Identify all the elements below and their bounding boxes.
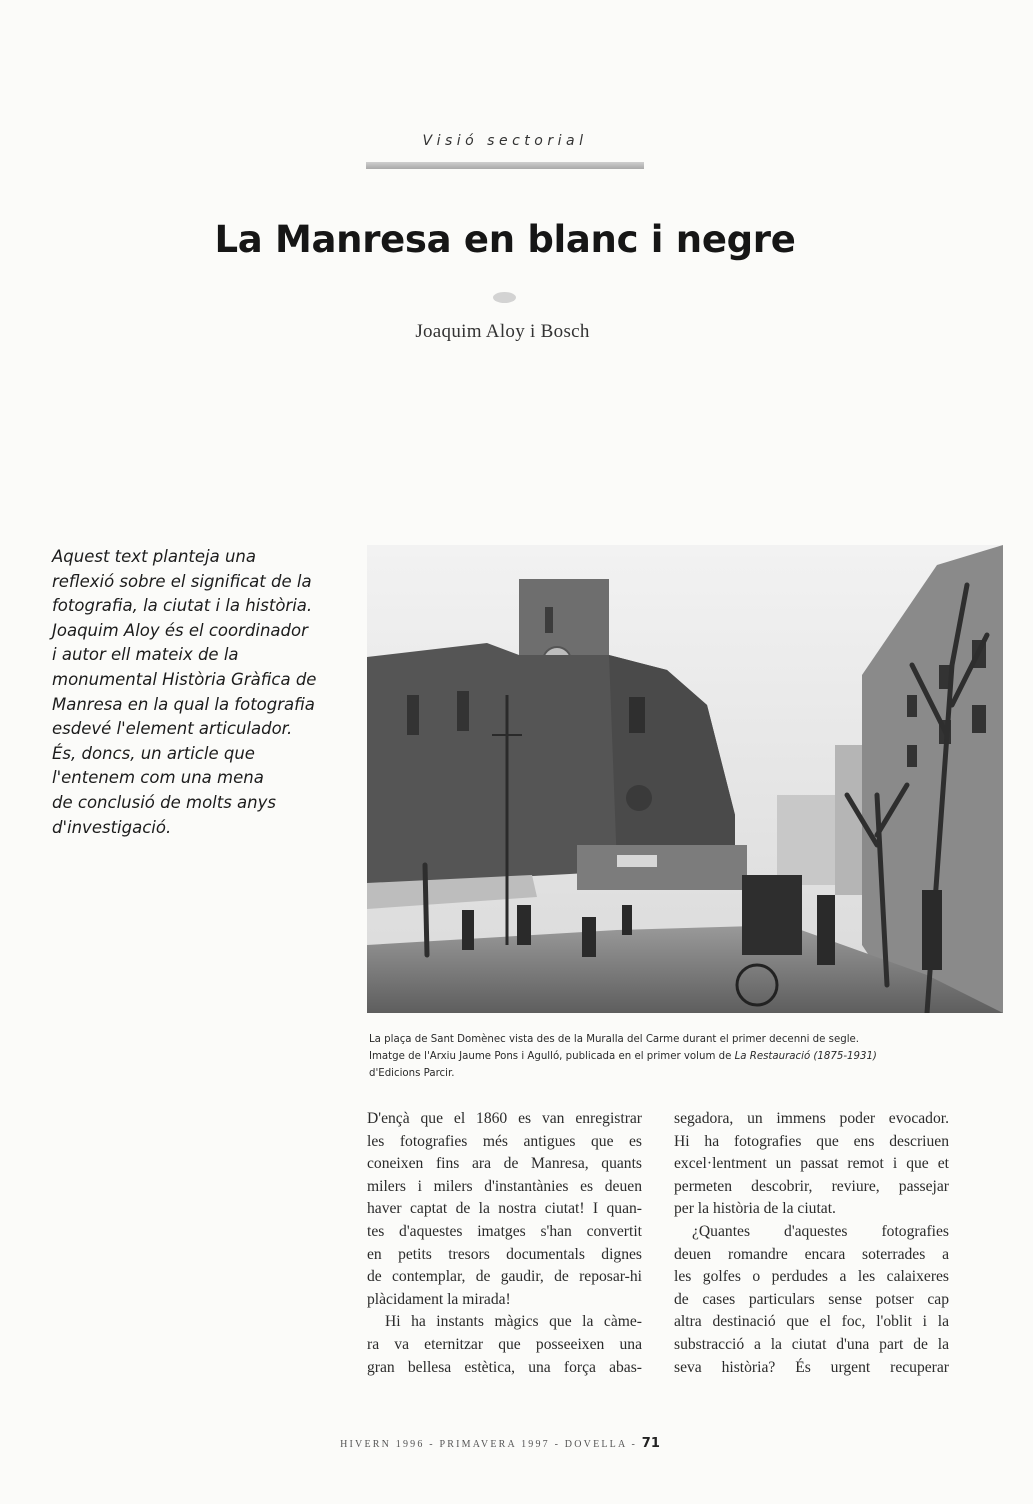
body-line: ra va eternitzar que posseeixen una bbox=[367, 1335, 642, 1353]
body-line: plàcidament la mirada! bbox=[367, 1290, 511, 1308]
body-line: haver captat de la nostra ciutat! I quan- bbox=[367, 1200, 642, 1218]
body-line: excel·lentment un passat remot i que et bbox=[674, 1155, 949, 1173]
body-line: D'ençà que el 1860 es van enregistrar bbox=[367, 1110, 642, 1127]
body-line: substracció a la ciutat d'una part de la bbox=[674, 1335, 949, 1353]
caption-line: d'Edicions Parcir. bbox=[369, 1068, 455, 1079]
body-line: les golfes o perdudes a les calaixeres bbox=[674, 1268, 949, 1286]
body-line: gran bellesa estètica, una força abas- bbox=[367, 1358, 642, 1376]
section-divider bbox=[366, 162, 644, 169]
body-line: ¿Quantes d'aquestes fotografies bbox=[692, 1222, 949, 1240]
page-footer bbox=[0, 1436, 1000, 1451]
intro-line: monumental Història Gràfica de bbox=[52, 669, 317, 689]
page-number: 71 bbox=[641, 1436, 660, 1451]
body-line: seva història? És urgent recuperar bbox=[674, 1358, 949, 1376]
intro-line: reflexió sobre el significat de la bbox=[52, 571, 312, 591]
author-name: Joaquim Aloy i Bosch bbox=[415, 321, 590, 342]
intro-line: esdevé l'element articulador. bbox=[52, 719, 293, 739]
historic-photo bbox=[367, 545, 1003, 1013]
intro-line: Manresa en la qual la fotografia bbox=[52, 694, 315, 714]
body-column-2 bbox=[674, 1108, 949, 1379]
body-line: de contemplar, de gaudir, de reposar-hi bbox=[367, 1268, 642, 1286]
body-line: milers i milers d'instantànies es deuen bbox=[367, 1177, 642, 1195]
intro-line: d'investigació. bbox=[52, 817, 172, 837]
body-column-1 bbox=[367, 1108, 642, 1379]
intro-line: de conclusió de molts anys bbox=[52, 792, 276, 812]
intro-line: Joaquim Aloy és el coordinador bbox=[52, 620, 308, 640]
body-line: de cases particulars sense potser cap bbox=[674, 1290, 949, 1308]
body-line: deuen romandre encara soterrades a bbox=[674, 1245, 949, 1263]
footer-text: HIVERN 1996 - PRIMAVERA 1997 - DOVELLA - bbox=[340, 1439, 638, 1450]
body-line: altra destinació que el foc, l'oblit i la bbox=[674, 1313, 949, 1331]
body-line: Hi ha fotografies que ens descriuen bbox=[674, 1132, 949, 1150]
body-line: tes d'aquestes imatges s'han convertit bbox=[367, 1222, 642, 1240]
body-line: permeten descobrir, reviure, passejar bbox=[674, 1177, 949, 1195]
intro-line: És, doncs, un article que bbox=[52, 743, 255, 763]
intro-abstract bbox=[52, 545, 357, 840]
body-line: coneixen fins ara de Manresa, quants bbox=[367, 1155, 642, 1173]
caption-source: Imatge de l'Arxiu Jaume Pons i Agulló, publicada en el primer volum de bbox=[369, 1051, 735, 1062]
intro-line: Aquest text planteja una bbox=[52, 547, 256, 566]
photo-illustration bbox=[367, 545, 1003, 1013]
body-line: en petits tresors documentals dignes bbox=[367, 1245, 642, 1263]
intro-line: fotografia, la ciutat i la història. bbox=[52, 596, 313, 616]
article-title: La Manresa en blanc i negre bbox=[214, 218, 796, 261]
intro-line: i autor ell mateix de la bbox=[52, 645, 239, 665]
intro-line: l'entenem com una mena bbox=[52, 768, 264, 788]
body-line: per la història de la ciutat. bbox=[674, 1200, 836, 1218]
ornament-divider bbox=[493, 292, 516, 303]
body-line: segadora, un immens poder evocador. bbox=[674, 1110, 949, 1127]
caption-book-title: La Restauració (1875-1931) bbox=[734, 1051, 877, 1062]
caption-line: La plaça de Sant Domènec vista des de la Muralla del Carme durant el primer decenni de segle. bbox=[369, 1034, 860, 1045]
photo-caption bbox=[369, 1031, 1009, 1082]
body-line: Hi ha instants màgics que la càme- bbox=[385, 1313, 642, 1331]
caption-line bbox=[369, 1048, 1009, 1065]
body-line: les fotografies més antigues que es bbox=[367, 1132, 642, 1150]
section-label: Visió sectorial bbox=[422, 133, 588, 149]
